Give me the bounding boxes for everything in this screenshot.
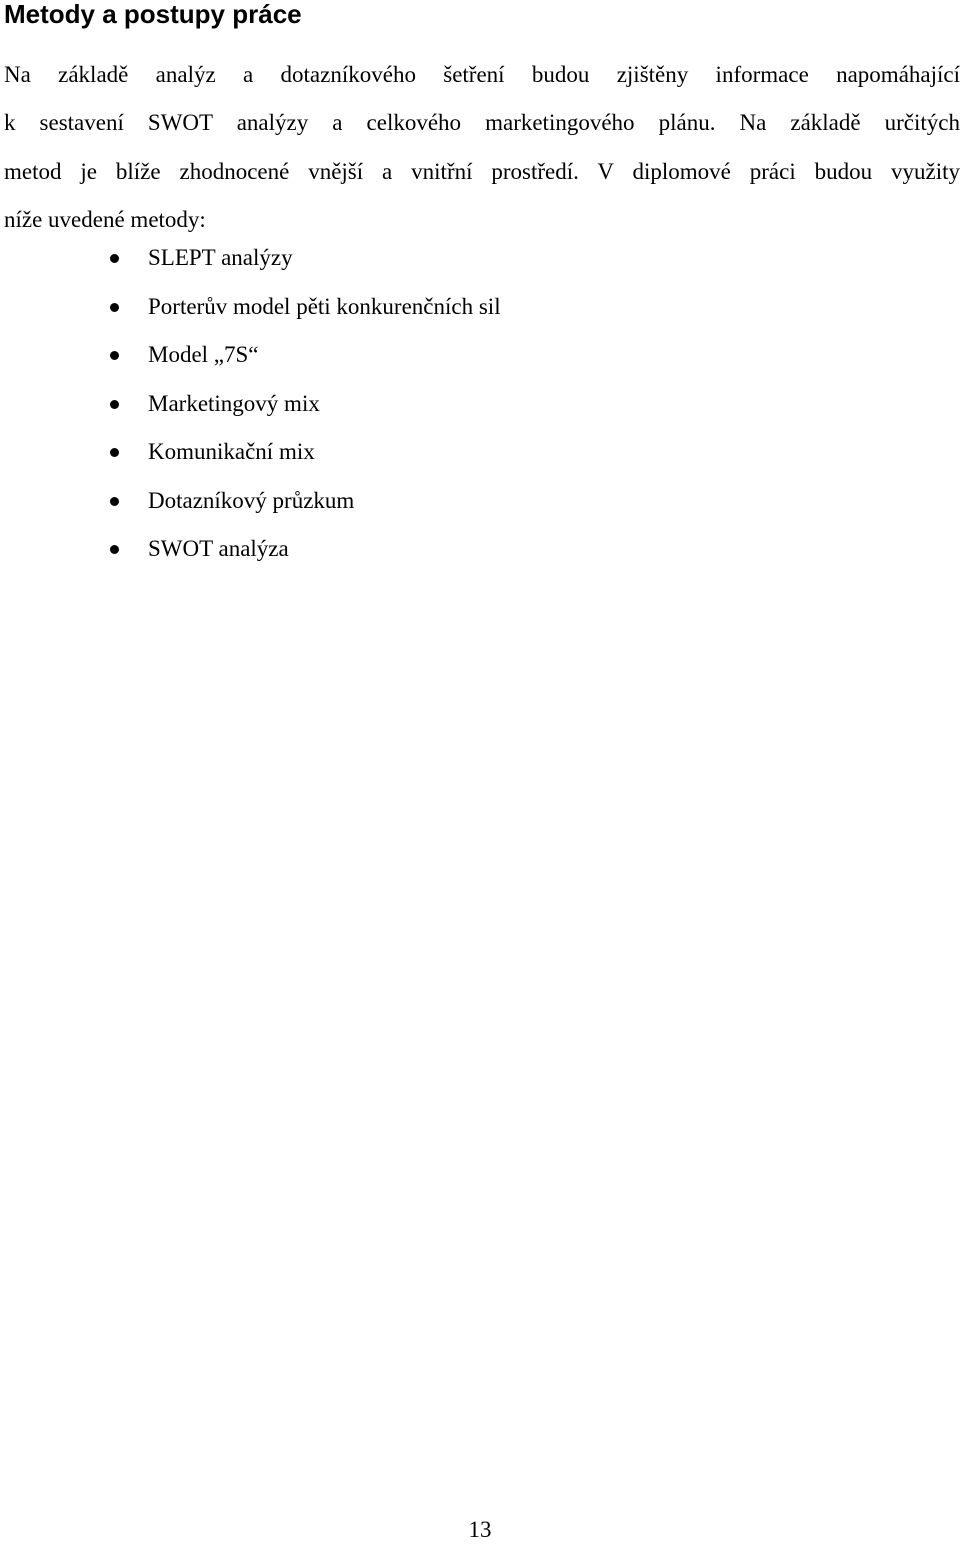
page-number: 13 [468,1517,492,1542]
list-item-label: Komunikační mix [148,439,315,464]
bullet-icon [110,497,119,506]
bullet-icon [110,448,119,457]
list-item-label: SWOT analýza [148,536,289,561]
list-item-label: SLEPT analýzy [148,245,293,270]
paragraph-line: níže uvedené metody: [4,207,206,233]
list-item-label: Dotazníkový průzkum [148,487,355,513]
paragraph-line: k sestavení SWOT analýzy a celkového marketingového plánu. Na základě určitých [4,110,960,136]
paragraph-line: metod je blíže zhodnocené vnější a vnitřní prostředí. V diplomové práci budou využity [4,158,960,184]
list-item [0,331,501,380]
list-item-label: Marketingový mix [148,390,320,416]
bullet-icon [110,351,119,360]
bullet-icon [110,545,119,554]
section-heading: Metody a postupy práce [4,0,302,29]
list-item [0,525,501,574]
bullet-icon [110,400,119,409]
list-item [0,428,501,477]
list-item [0,234,501,283]
list-item [0,283,501,332]
paragraph-line: Na základě analýz a dotazníkového šetření budou zjištěny informace napomáhající [4,62,960,87]
bullet-icon [110,303,119,312]
list-item-label: Model „7S“ [148,342,259,367]
bullet-icon [110,254,119,263]
list-item [0,380,501,429]
list-item [0,477,501,526]
methods-list [0,234,501,574]
list-item-label: Porterův model pěti konkurenčních sil [148,293,501,319]
intro-paragraph [4,51,960,245]
